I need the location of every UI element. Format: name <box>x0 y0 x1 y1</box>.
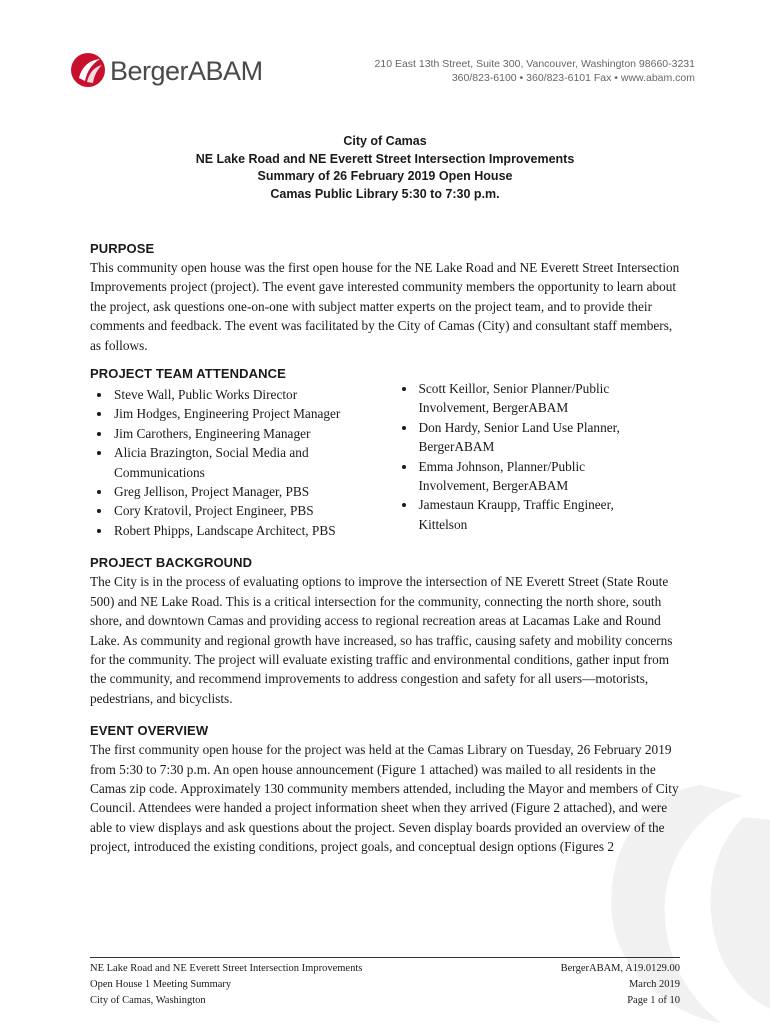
footer-project-name: NE Lake Road and NE Everett Street Intersection Improvements <box>90 963 363 974</box>
address-line: 210 East 13th Street, Suite 300, Vancouver, Washington 98660-3231 <box>374 58 695 70</box>
background-paragraph: The City is in the process of evaluating options to improve the intersection of NE Everett Street (State Route 500) and NE Lake Road. This is a critical intersection for the community, connecting the north shore, south shore, and downtown Camas and providing access to regional recreation areas at Lacamas Lake and Round Lake. As community and regional growth have increased, so has traffic, causing safety and mobility concerns for the community. The project will evaluate existing traffic and environmental conditions, gather input from the community, and recommend improvements to address congestion and safety for all users—motorists, pedestrians, and bicyclists. <box>90 574 673 706</box>
attendee-list-left <box>90 385 376 540</box>
footer-divider <box>90 957 680 958</box>
title-line-2: NE Lake Road and NE Everett Street Intersection Improvements <box>195 151 575 166</box>
attendance-left-column <box>90 385 376 540</box>
attendee-item: • Scott Keillor, Senior Planner/Public Involvement, BergerABAM <box>417 379 681 418</box>
bergerabam-logo-icon <box>70 52 106 88</box>
overview-paragraph: The first community open house for the project was held at the Camas Library on Tuesday, 26 February 2019 from 5:30 to 7:30 p.m. An open house announcement (Figure 1 attached) was mailed to all residents in the Camas zip code. Approximately 130 community members attended, including the Mayor and members of City Council. Attendees were handed a project information sheet when they arrived (Figure 2 attached), and were able to view displays and ask questions about the project. Seven display boards provided an overview of the project, introduced the existing conditions, project goals, and conceptual design options (Figures 2 <box>90 742 679 855</box>
attendee-item: • Robert Phipps, Landscape Architect, PBS <box>112 521 376 540</box>
footer-date: March 2019 <box>628 979 680 990</box>
attendee-item: • Steve Wall, Public Works Director <box>112 385 376 404</box>
attendee-item: • Jim Hodges, Engineering Project Manager <box>112 404 376 423</box>
title-line-4: Camas Public Library 5:30 to 7:30 p.m. <box>270 186 500 201</box>
attendee-item: • Alicia Brazington, Social Media and Communications <box>112 443 376 482</box>
logo-wordmark: BergerABAM <box>110 56 263 86</box>
purpose-heading: PURPOSE <box>90 241 155 256</box>
attendee-item: • Emma Johnson, Planner/Public Involvement, BergerABAM <box>417 457 681 496</box>
attendee-list-right <box>395 379 681 534</box>
purpose-paragraph: This community open house was the first open house for the NE Lake Road and NE Everett Street Intersection Improvements project (project). The event gave interested community members the opportunity to learn about the project, ask questions one-on-one with subject matter experts on the project team, and to provide their comments and feedback. The event was facilitated by the City of Camas (City) and consultant staff members, as follows. <box>90 260 680 353</box>
footer-client: City of Camas, Washington <box>90 995 206 1006</box>
footer-left <box>90 961 362 1009</box>
contact-line: 360/823-6100 • 360/823-6101 Fax • www.abam.com <box>451 72 695 84</box>
attendance-columns <box>90 381 680 540</box>
attendance-right-column <box>395 379 681 540</box>
overview-section <box>90 722 680 856</box>
attendee-item: • Cory Kratovil, Project Engineer, PBS <box>112 501 376 520</box>
attendance-section <box>90 365 680 540</box>
document-body <box>90 240 680 866</box>
background-heading: PROJECT BACKGROUND <box>90 555 253 571</box>
footer-document-name: Open House 1 Meeting Summary <box>90 979 232 990</box>
footer-job-number: BergerABAM, A19.0129.00 <box>560 963 680 974</box>
company-address <box>375 57 695 85</box>
attendee-item: • Greg Jellison, Project Manager, PBS <box>112 482 376 501</box>
purpose-section <box>90 240 680 355</box>
overview-heading: EVENT OVERVIEW <box>90 723 209 739</box>
letterhead <box>70 50 700 90</box>
attendee-item: • Jim Carothers, Engineering Manager <box>112 424 376 443</box>
document-title <box>90 133 680 203</box>
attendee-item: • Jamestaun Kraupp, Traffic Engineer, Kittelson <box>417 495 681 534</box>
attendance-heading: PROJECT TEAM ATTENDANCE <box>90 366 286 382</box>
background-section <box>90 554 680 708</box>
page-number: Page 1 of 10 <box>627 995 680 1006</box>
footer-right <box>561 961 680 1009</box>
title-line-3: Summary of 26 February 2019 Open House <box>257 169 513 183</box>
attendee-item: • Don Hardy, Senior Land Use Planner, BergerABAM <box>417 418 681 457</box>
title-line-1: City of Camas <box>343 134 427 148</box>
